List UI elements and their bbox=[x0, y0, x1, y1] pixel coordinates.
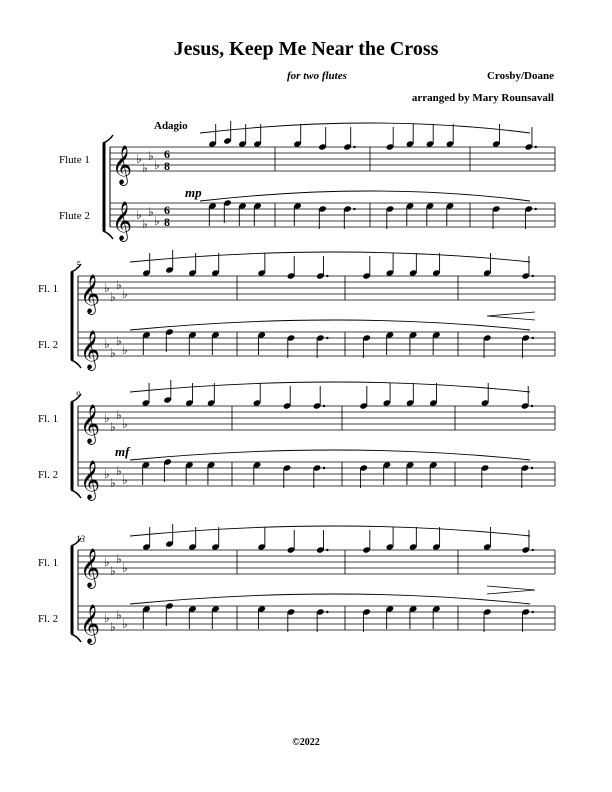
treble-clef-icon: 𝄞 bbox=[80, 604, 101, 644]
phrase-slur bbox=[130, 382, 530, 392]
flat-icon: ♭ bbox=[122, 473, 128, 487]
time-signature-bottom: 8 bbox=[164, 159, 170, 173]
phrase-slur bbox=[200, 191, 530, 201]
flat-icon: ♭ bbox=[142, 217, 148, 231]
dot-mark bbox=[535, 146, 537, 148]
dot-mark bbox=[532, 549, 534, 551]
flat-icon: ♭ bbox=[116, 408, 122, 422]
flat-icon: ♭ bbox=[110, 420, 116, 434]
instrumentation-subtitle: for two flutes bbox=[287, 70, 347, 82]
treble-clef-icon: 𝄞 bbox=[80, 404, 101, 444]
time-signature-top: 6 bbox=[164, 147, 170, 161]
measure-number: 9 bbox=[76, 390, 81, 400]
instrument-label: Flute 1 bbox=[59, 154, 90, 166]
dynamic-marking: mp bbox=[185, 185, 202, 200]
phrase-slur bbox=[130, 594, 530, 604]
dot-mark bbox=[532, 275, 534, 277]
dot-mark bbox=[532, 337, 534, 339]
phrase-slur bbox=[130, 526, 530, 536]
dot-mark bbox=[531, 467, 533, 469]
copyright-notice: ©2022 bbox=[292, 737, 320, 748]
measure-number: 5 bbox=[76, 260, 81, 270]
flat-icon: ♭ bbox=[122, 343, 128, 357]
flat-icon: ♭ bbox=[154, 158, 160, 172]
dynamic-marking: mf bbox=[115, 444, 130, 459]
instrument-label: Fl. 1 bbox=[38, 413, 59, 425]
flat-icon: ♭ bbox=[110, 290, 116, 304]
dot-mark bbox=[532, 611, 534, 613]
treble-clef-icon: 𝄞 bbox=[80, 330, 101, 370]
flat-icon: ♭ bbox=[110, 564, 116, 578]
flat-icon: ♭ bbox=[110, 620, 116, 634]
decrescendo-hairpin bbox=[487, 586, 535, 594]
flat-icon: ♭ bbox=[122, 561, 128, 575]
dot-mark bbox=[535, 208, 537, 210]
tempo-marking: Adagio bbox=[154, 120, 188, 132]
phrase-slur bbox=[200, 123, 530, 133]
flat-icon: ♭ bbox=[148, 205, 154, 219]
flat-icon: ♭ bbox=[110, 476, 116, 490]
time-signature-bottom: 8 bbox=[164, 215, 170, 229]
piece-title: Jesus, Keep Me Near the Cross bbox=[173, 38, 439, 60]
dot-mark bbox=[531, 405, 533, 407]
phrase-slur bbox=[130, 320, 530, 330]
dot-mark bbox=[323, 467, 325, 469]
time-signature-top: 6 bbox=[164, 203, 170, 217]
flat-icon: ♭ bbox=[104, 611, 110, 625]
instrument-label: Fl. 2 bbox=[38, 613, 59, 625]
flat-icon: ♭ bbox=[116, 334, 122, 348]
flat-icon: ♭ bbox=[104, 467, 110, 481]
phrase-slur bbox=[130, 252, 530, 262]
treble-clef-icon: 𝄞 bbox=[80, 274, 101, 314]
flat-icon: ♭ bbox=[104, 337, 110, 351]
dot-mark bbox=[326, 549, 328, 551]
flat-icon: ♭ bbox=[136, 152, 142, 166]
arranger-credit: arranged by Mary Rounsavall bbox=[411, 92, 554, 104]
bracket-top-hook bbox=[103, 135, 113, 143]
flat-icon: ♭ bbox=[122, 417, 128, 431]
flat-icon: ♭ bbox=[104, 411, 110, 425]
flat-icon: ♭ bbox=[116, 552, 122, 566]
instrument-label: Flute 2 bbox=[59, 210, 90, 222]
measure-number: 13 bbox=[76, 534, 85, 544]
instrument-label: Fl. 2 bbox=[38, 339, 59, 351]
flat-icon: ♭ bbox=[148, 149, 154, 163]
flat-icon: ♭ bbox=[122, 617, 128, 631]
dot-mark bbox=[353, 208, 355, 210]
flat-icon: ♭ bbox=[142, 161, 148, 175]
instrument-label: Fl. 1 bbox=[38, 557, 59, 569]
treble-clef-icon: 𝄞 bbox=[80, 548, 101, 588]
treble-clef-icon: 𝄞 bbox=[112, 201, 133, 241]
instrument-label: Fl. 1 bbox=[38, 283, 59, 295]
dot-mark bbox=[353, 146, 355, 148]
phrase-slur bbox=[130, 450, 530, 460]
instrument-label: Fl. 2 bbox=[38, 469, 59, 481]
dot-mark bbox=[323, 405, 325, 407]
treble-clef-icon: 𝄞 bbox=[112, 145, 133, 185]
composer-credit: Crosby/Doane bbox=[486, 70, 554, 82]
flat-icon: ♭ bbox=[116, 464, 122, 478]
flat-icon: ♭ bbox=[116, 278, 122, 292]
flat-icon: ♭ bbox=[122, 287, 128, 301]
flat-icon: ♭ bbox=[154, 214, 160, 228]
flat-icon: ♭ bbox=[104, 281, 110, 295]
crescendo-hairpin bbox=[487, 312, 535, 320]
flat-icon: ♭ bbox=[104, 555, 110, 569]
flat-icon: ♭ bbox=[110, 346, 116, 360]
dot-mark bbox=[326, 611, 328, 613]
treble-clef-icon: 𝄞 bbox=[80, 460, 101, 500]
dot-mark bbox=[326, 337, 328, 339]
flat-icon: ♭ bbox=[136, 208, 142, 222]
flat-icon: ♭ bbox=[116, 608, 122, 622]
dot-mark bbox=[326, 275, 328, 277]
